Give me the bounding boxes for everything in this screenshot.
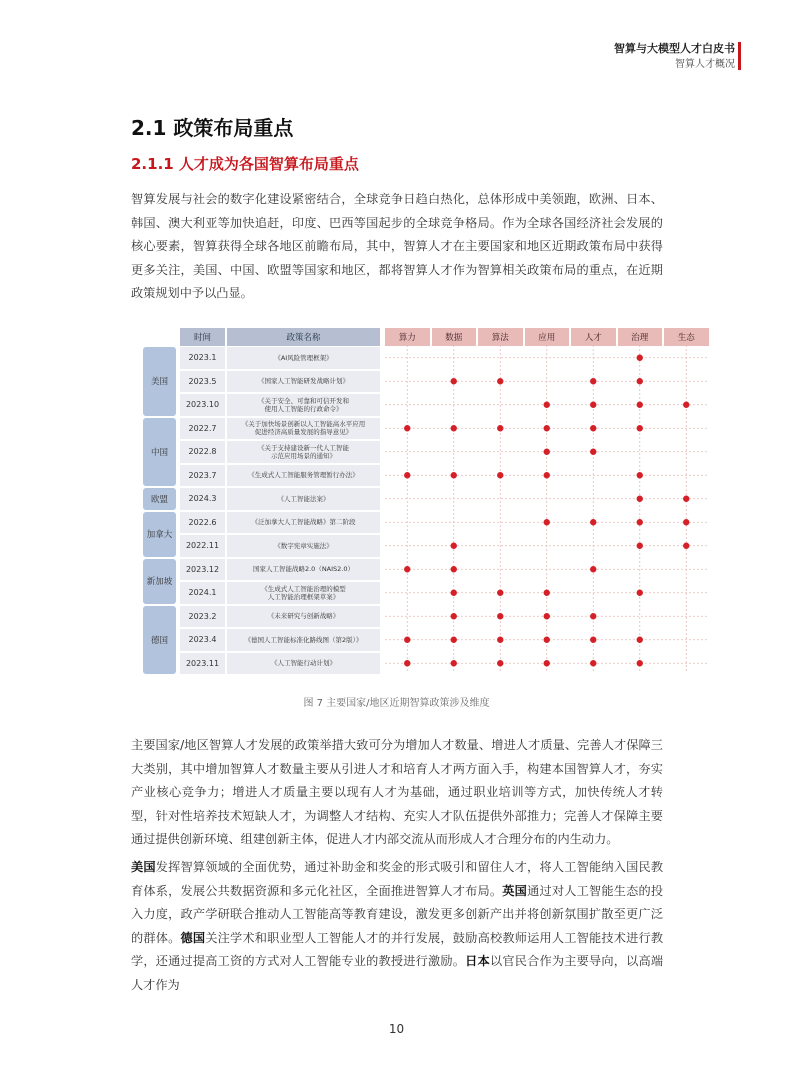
country-policy-text: 以官民合作为主要导向，以高端人才作为 <box>131 954 664 992</box>
book-title: 智算与大模型人才白皮书 <box>614 42 735 55</box>
header-policy-name: 政策名称 <box>227 328 380 346</box>
policy-date: 2023.7 <box>180 465 225 487</box>
policy-name: 《关于支持建设新一代人工智能 示范应用场景的通知》 <box>227 441 380 463</box>
policy-dimension-dot <box>544 402 550 408</box>
policy-dimension-dot <box>590 566 596 572</box>
header-dimension: 数据 <box>432 328 477 346</box>
policy-dimension-dot <box>497 590 503 596</box>
intro-paragraph: 智算发展与社会的数字化建设紧密结合，全球竞争日趋白热化，总体形成中美领跑，欧洲、日本、韩国、澳大利亚等加快追赶，印度、巴西等国起步的全球竞争格局。作为全球各国经济社会发展的核心要素，智算获得全球各地区前瞻布局，其中，智算人才在主要国家和地区近期政策布局中获得更多关注，美国、中国、欧盟等国家和地区，都将智算人才作为智算相关政策布局的重点，在近期政策规划中予以凸显。 <box>131 192 663 300</box>
policy-dimension-dot <box>590 519 596 525</box>
country-policy-paragraph <box>131 856 663 997</box>
policy-dimension-dot <box>497 425 503 431</box>
policy-dimension-dot <box>637 519 643 525</box>
policy-date: 2024.1 <box>180 582 225 604</box>
header-dimension: 算力 <box>385 328 430 346</box>
policy-name: 《生成式人工智能治理的模型 人工智能治理框架草案》 <box>227 582 380 604</box>
page-number: 10 <box>388 1022 405 1036</box>
policy-dimension-dot <box>544 590 550 596</box>
policy-name: 《国家人工智能研发战略计划》 <box>227 371 380 393</box>
section-title: 2.1 政策布局重点 <box>131 116 294 140</box>
country-policy-text: 通过对人工智能生态的投入力度，政产学研联合推动人工智能高等教育建设，激发更多创新产出并将创新氛围扩散至更广泛的群体。 <box>131 883 664 945</box>
policy-dimension-dot <box>683 496 689 502</box>
policy-date: 2024.3 <box>180 488 225 510</box>
policy-name: 《数字宪章实施法》 <box>227 535 380 557</box>
policy-date: 2022.8 <box>180 441 225 463</box>
policy-dimension-dot <box>544 472 550 478</box>
subsection-title: 2.1.1 人才成为各国智算布局重点 <box>131 155 359 173</box>
policy-dimension-dot <box>590 613 596 619</box>
policy-dimension-dot <box>637 472 643 478</box>
policy-dimension-dot <box>637 637 643 643</box>
region-label: 新加坡 <box>143 559 176 604</box>
policy-dimension-dot <box>637 660 643 666</box>
policy-dimension-dot <box>590 449 596 455</box>
region-label: 欧盟 <box>143 488 176 510</box>
country-name: 美国 <box>131 860 156 874</box>
header-dimension: 人才 <box>571 328 616 346</box>
policy-dimension-dot <box>404 660 410 666</box>
policy-name: 《关于安全、可靠和可信开发和 使用人工智能的行政命令》 <box>227 394 380 416</box>
policy-dimension-dot <box>544 519 550 525</box>
header-dimension: 应用 <box>525 328 570 346</box>
header-dimension: 生态 <box>664 328 709 346</box>
policy-dimension-dot <box>590 402 596 408</box>
policy-dimension-dot <box>637 543 643 549</box>
policy-dimension-dot <box>404 637 410 643</box>
policy-dimension-dot <box>637 355 643 361</box>
region-label: 加拿大 <box>143 512 176 557</box>
policy-date: 2023.4 <box>180 629 225 651</box>
policy-dimension-dot <box>451 613 457 619</box>
policy-date: 2023.5 <box>180 371 225 393</box>
policy-dimension-dot <box>404 472 410 478</box>
policy-date: 2023.2 <box>180 606 225 628</box>
policy-name: 《泛加拿大人工智能战略》第二阶段 <box>227 512 380 534</box>
policy-dimension-dot <box>590 425 596 431</box>
header-time: 时间 <box>180 328 225 346</box>
policy-dimension-dot <box>497 378 503 384</box>
policy-dimension-dot <box>590 637 596 643</box>
policy-dimension-dot <box>637 590 643 596</box>
policy-date: 2023.1 <box>180 347 225 369</box>
policy-dimension-dot <box>497 472 503 478</box>
policy-dimension-dot <box>451 472 457 478</box>
policy-dimension-dot <box>637 496 643 502</box>
policy-dimension-dot <box>544 449 550 455</box>
policy-dimension-dot <box>590 660 596 666</box>
policy-dimension-dot <box>451 566 457 572</box>
policy-name: 《未来研究与创新战略》 <box>227 606 380 628</box>
policy-name: 《生成式人工智能服务管理暂行办法》 <box>227 465 380 487</box>
policy-dimension-dot <box>544 425 550 431</box>
policy-name: 《人工智能行动计划》 <box>227 653 380 675</box>
country-name: 德国 <box>180 930 206 945</box>
policy-dimension-dot <box>497 660 503 666</box>
country-name: 日本 <box>465 954 490 968</box>
policy-dimension-dot <box>683 519 689 525</box>
policy-dimension-dot <box>451 590 457 596</box>
policy-dimension-dot <box>404 425 410 431</box>
policy-dimension-dot <box>404 566 410 572</box>
region-label: 中国 <box>143 418 176 487</box>
policy-dimension-dot <box>544 660 550 666</box>
policy-date: 2023.10 <box>180 394 225 416</box>
header-dimension: 治理 <box>618 328 663 346</box>
policy-dimension-dot <box>451 543 457 549</box>
policy-dimension-dot <box>544 637 550 643</box>
policy-dimension-dot <box>451 637 457 643</box>
country-policy-text: 关注学术和职业型人工智能人才的并行发展，鼓励高校教师运用人工智能技术进行教学，还通过提高工资的方式对人工智能专业的教授进行激励。 <box>131 930 664 968</box>
chapter-title: 智算人才概况 <box>675 59 735 70</box>
policy-date: 2023.11 <box>180 653 225 675</box>
policy-dimension-dot <box>451 378 457 384</box>
policy-dimension-dot <box>497 613 503 619</box>
header-dimension: 算法 <box>478 328 523 346</box>
policy-name: 《关于加快场景创新以人工智能高水平应用 促进经济高质量发展的指导意见》 <box>227 418 380 440</box>
country-policy-text: 发挥智算领域的全面优势，通过补助金和奖金的形式吸引和留住人才，将人工智能纳入国民教育体系，发展公共数据资源和多元化社区，全面推进智算人才布局。 <box>131 860 664 898</box>
policy-dimension-dot <box>451 660 457 666</box>
policy-dimension-dot <box>637 402 643 408</box>
policy-dimension-dot <box>683 402 689 408</box>
policy-name: 国家人工智能战略2.0（NAIS2.0） <box>227 559 380 581</box>
policy-category-paragraph: 主要国家/地区智算人才发展的政策举措大致可分为增加人才数量、增进人才质量、完善人才保障三大类别，其中增加智算人才数量主要从引进人才和培育人才两方面入手，构建本国智算人才，夯实产业核心竞争力；增进人才质量主要以现有人才为基础，通过职业培训等方式，加快传统人才转型，针对性培养技术短缺人才，为调整人才结构、充实人才队伍提供外部推力；完善人才保障主要通过提供创新环境、组建创新主体，促进人才内部交流从而形成人才合理分布的内生动力。 <box>131 738 663 846</box>
country-name: 英国 <box>502 883 528 898</box>
region-label: 美国 <box>143 347 176 416</box>
policy-name: 《德国人工智能标准化路线图（第2版）》 <box>227 629 380 651</box>
policy-date: 2022.6 <box>180 512 225 534</box>
policy-dimension-dot <box>451 425 457 431</box>
policy-dimension-dot <box>683 543 689 549</box>
policy-date: 2022.7 <box>180 418 225 440</box>
policy-name: 《人工智能法案》 <box>227 488 380 510</box>
policy-date: 2022.11 <box>180 535 225 557</box>
policy-dimension-dot <box>637 425 643 431</box>
policy-date: 2023.12 <box>180 559 225 581</box>
policy-dimension-dot <box>637 378 643 384</box>
policy-name: 《AI风险管理框架》 <box>227 347 380 369</box>
region-label: 德国 <box>143 606 176 675</box>
policy-dimension-dot <box>544 613 550 619</box>
policy-dimension-dot <box>590 378 596 384</box>
figure-caption: 图 7 主要国家/地区近期智算政策涉及维度 <box>303 698 490 709</box>
policy-dimension-dot <box>497 637 503 643</box>
